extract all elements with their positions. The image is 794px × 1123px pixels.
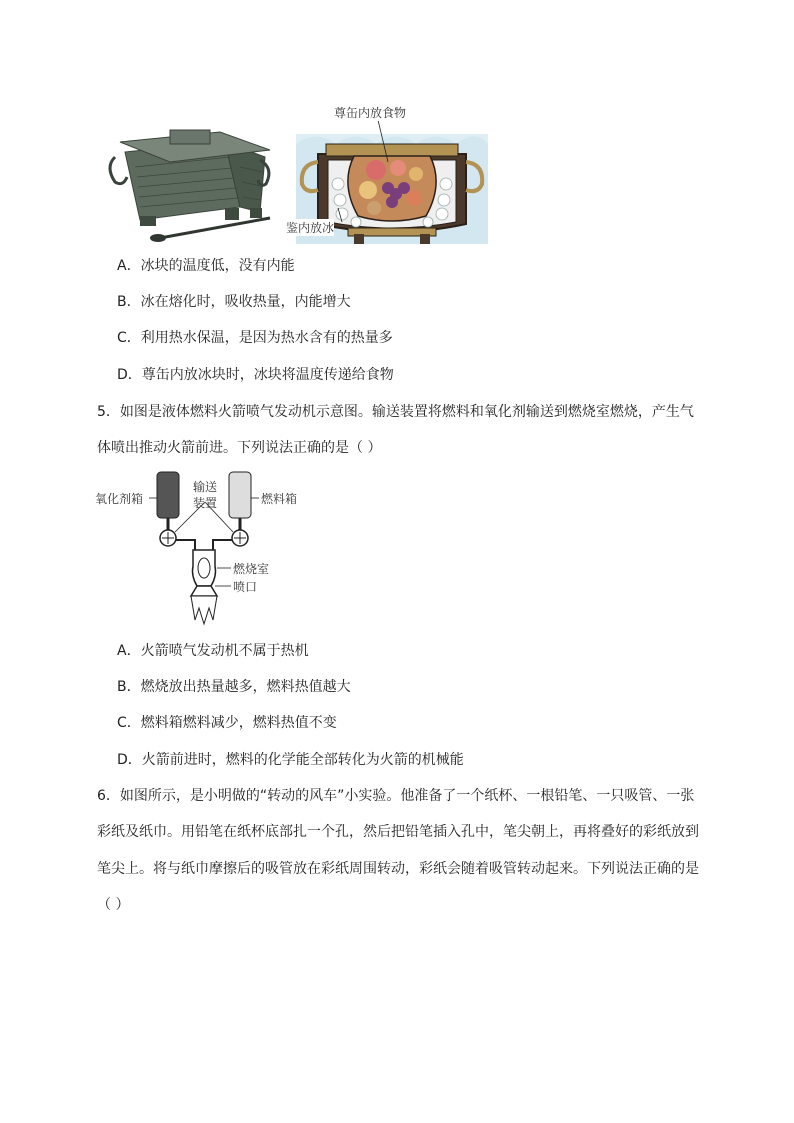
bronze-vessel-photo — [100, 112, 285, 244]
ice-label: 鉴内放冰 — [286, 221, 335, 235]
q5-option-a: A．火箭喷气发动机不属于热机 — [117, 643, 309, 659]
q6-stem-line-3: 笔尖上。将与纸巾摩擦后的吸管放在彩纸周围转动，彩纸会随着吸管转动起来。下列说法正确的是 — [97, 861, 699, 877]
q5-stem-line-1: 5．如图是液体燃料火箭喷气发动机示意图。输送装置将燃料和氧化剂输送到燃烧室燃烧，产生气 — [97, 404, 694, 420]
q4-option-a: A．冰块的温度低，没有内能 — [117, 258, 295, 274]
q5-option-d: D．火箭前进时，燃料的化学能全部转化为火箭的机械能 — [117, 752, 464, 768]
combustion-chamber-label: 燃烧室 — [233, 562, 270, 576]
food-label: 尊缶内放食物 — [334, 106, 407, 120]
q5-stem-line-2: 体喷出推动火箭前进。下列说法正确的是（ ） — [97, 440, 382, 456]
transport-device-label-1: 输送 — [193, 480, 218, 494]
q6-stem-line-4: （ ） — [97, 897, 130, 913]
q4-option-c: C．利用热水保温，是因为热水含有的热量多 — [117, 330, 393, 346]
oxidizer-tank-label: 氧化剂箱 — [95, 492, 144, 506]
nozzle-label: 喷口 — [233, 580, 258, 594]
q5-option-c: C．燃料箱燃料减少，燃料热值不变 — [117, 715, 337, 731]
fuel-tank-label: 燃料箱 — [261, 492, 298, 506]
vessel-cross-section-diagram — [286, 104, 488, 244]
q5-option-b: B．燃烧放出热量越多，燃料热值越大 — [117, 679, 351, 695]
q4-option-b: B．冰在熔化时，吸收热量，内能增大 — [117, 294, 351, 310]
q6-stem-line-1: 6．如图所示，是小明做的“转动的风车”小实验。他准备了一个纸杯、一根铅笔、一只吸管、一张 — [97, 788, 695, 804]
q4-option-d: D．尊缶内放冰块时，冰块将温度传递给食物 — [117, 367, 394, 383]
rocket-engine-diagram — [95, 468, 305, 628]
transport-device-label-2: 装置 — [193, 496, 218, 510]
q6-stem-line-2: 彩纸及纸巾。用铅笔在纸杯底部扎一个孔，然后把铅笔插入孔中，笔尖朝上，再将叠好的彩纸放到 — [97, 824, 699, 840]
